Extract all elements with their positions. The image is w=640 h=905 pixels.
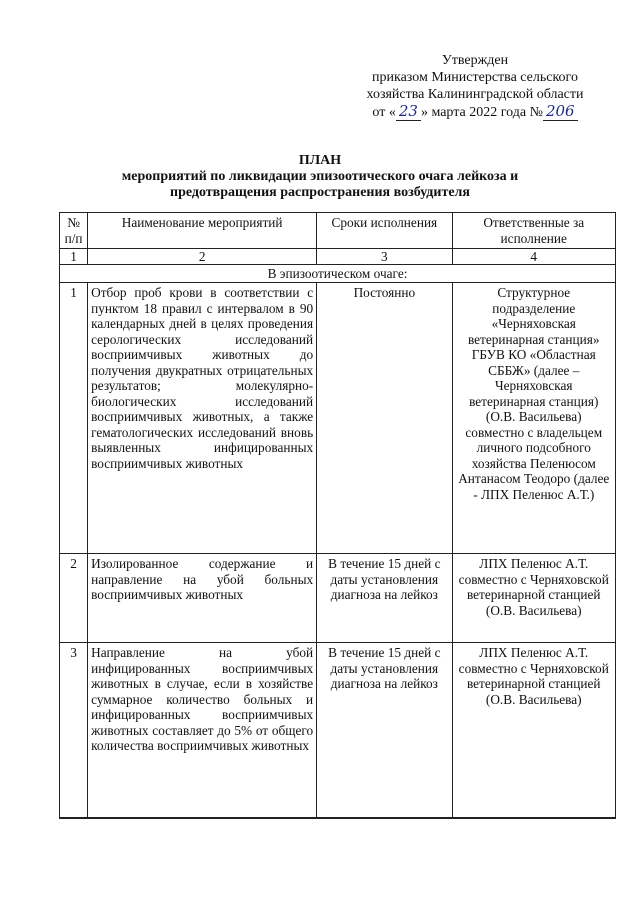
row-measure: Направление на убой инфицированных восприимчивых животных в случае, если в хозяйстве суммарное количество больных и инфицированных восприимчивых животных составляет до 5% от общего количества восприимчивых животных [88, 643, 317, 819]
date-middle: » марта 2022 года № [420, 105, 543, 120]
column-number: 2 [88, 249, 317, 265]
header-name: Наименование мероприятий [88, 213, 317, 249]
row-responsible: ЛПХ Пеленюс А.Т. совместно с Черняховской ветеринарной станцией (О.В. Васильева) [452, 554, 615, 643]
column-number: 4 [452, 249, 615, 265]
table-row [60, 283, 616, 554]
row-measure: Отбор проб крови в соответствии с пунктом 18 правил с интервалом в 90 календарных дней в целях проведения серологических исследований восприимчивых животных до получения двукратных отрицательных результатов; молекулярно-биологических исследований восприимчивых животных, а также гематологических исследований вновь выявленных инфицированных восприимчивых животных [88, 283, 317, 554]
title-heading: ПЛАН [298, 153, 342, 168]
header-terms: Сроки исполнения [317, 213, 452, 249]
row-measure: Изолированное содержание и направление на убой больных восприимчивых животных [88, 554, 317, 643]
approval-block [340, 52, 610, 121]
approval-line: хозяйства Калининградской области [366, 87, 584, 102]
column-number-row [60, 249, 616, 265]
table-row [60, 643, 616, 819]
row-number: 3 [60, 643, 88, 819]
section-title: В эпизоотическом очаге: [60, 265, 616, 283]
approval-line: приказом Министерства сельского [372, 70, 578, 85]
table-header-row [60, 213, 616, 249]
column-number: 1 [60, 249, 88, 265]
column-number: 3 [317, 249, 452, 265]
title-line: мероприятий по ликвидации эпизоотического очага лейкоза и [121, 169, 519, 184]
document-title [60, 153, 580, 201]
approval-date-line [340, 103, 610, 121]
header-responsible: Ответственные за исполнение [452, 213, 615, 249]
row-responsible: Структурное подразделение «Черняховская ветеринарная станция» ГБУВ КО «Областная СББЖ» (далее – Черняховская ветеринарная станция) (О.В. Васильева) совместно с владельцем личного подсобного хозяйства Пеленюсом Антанасом Теодоро (далее - ЛПХ Пеленюс А.Т.) [452, 283, 615, 554]
row-number: 1 [60, 283, 88, 554]
handwritten-doc-number: 206 [543, 102, 578, 121]
title-line: предотвращения распространения возбудителя [170, 185, 470, 200]
table-row [60, 554, 616, 643]
row-terms: В течение 15 дней с даты установления диагноза на лейкоз [317, 643, 452, 819]
row-terms: Постоянно [317, 283, 452, 554]
header-num: № п/п [60, 213, 88, 249]
section-row [60, 265, 616, 283]
approval-line: Утвержден [441, 53, 509, 68]
row-terms: В течение 15 дней с даты установления диагноза на лейкоз [317, 554, 452, 643]
row-number: 2 [60, 554, 88, 643]
handwritten-day: 23 [396, 102, 421, 121]
measures-table [59, 212, 616, 819]
date-prefix: от « [372, 105, 396, 120]
row-responsible: ЛПХ Пеленюс А.Т. совместно с Черняховской ветеринарной станцией (О.В. Васильева) [452, 643, 615, 819]
